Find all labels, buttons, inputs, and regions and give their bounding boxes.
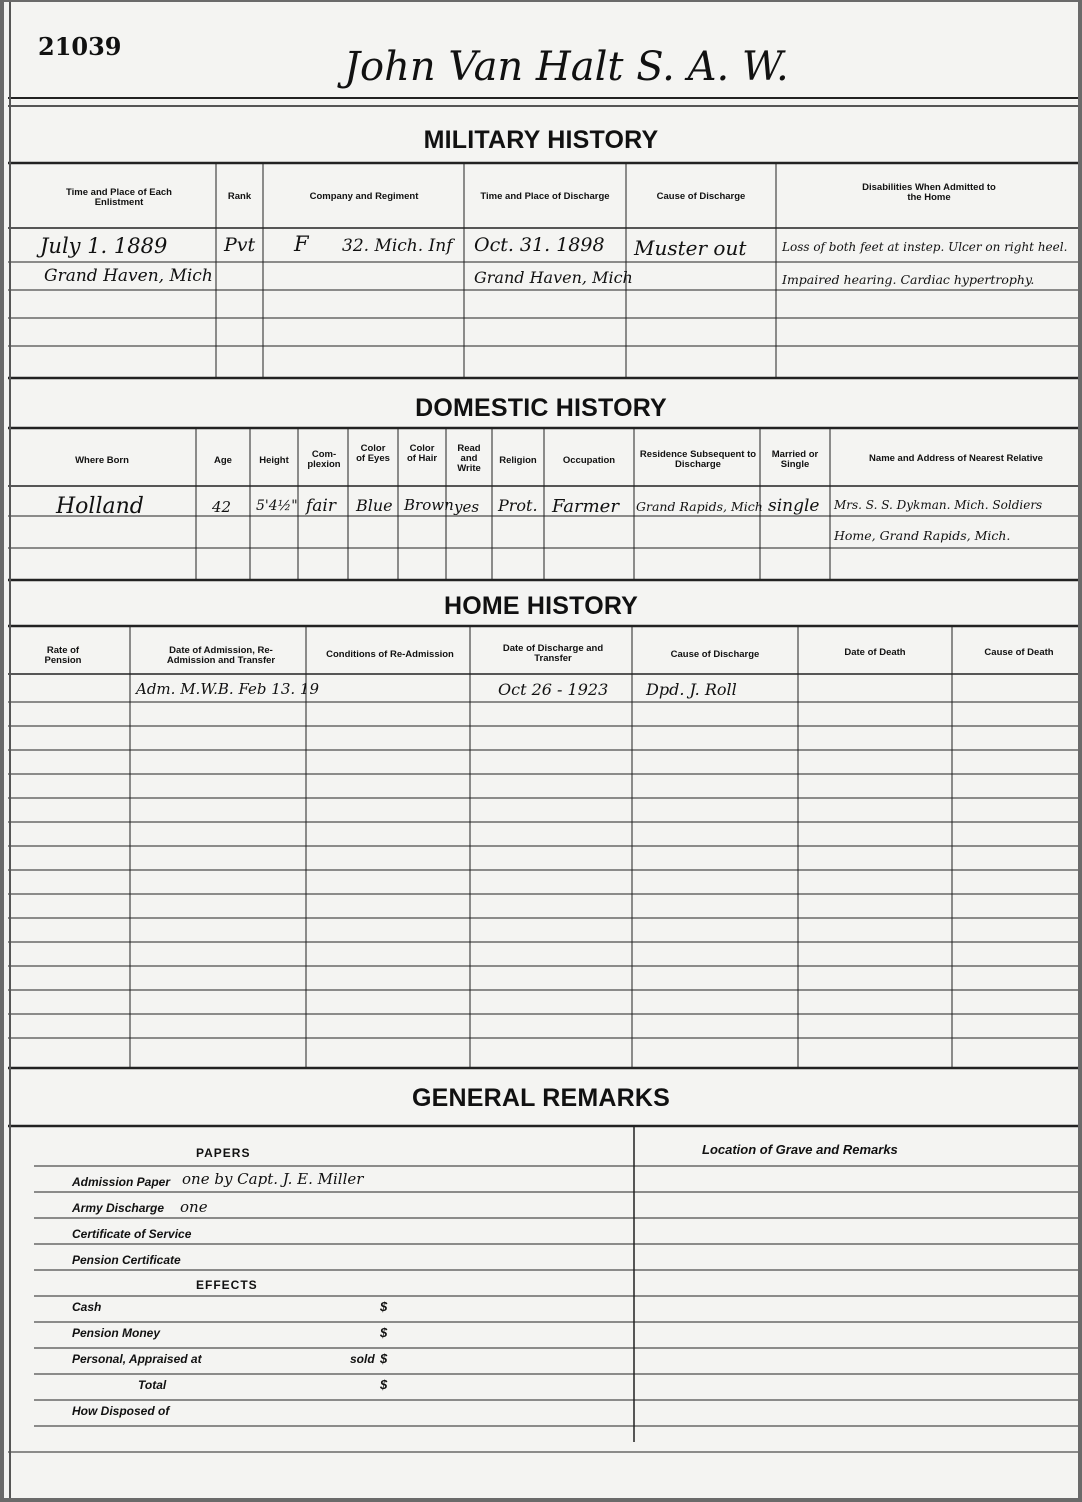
veteran-name: John Van Halt S. A. W. (344, 44, 789, 90)
header-married: Married or Single (771, 449, 819, 470)
header-readmission: Conditions of Re-Admission (326, 649, 454, 660)
army-discharge-value: one (180, 1198, 208, 1216)
enlistment-place: Grand Haven, Mich (44, 266, 213, 286)
complexion-value: fair (306, 496, 336, 516)
disabilities-line-2: Impaired hearing. Cardiac hypertrophy. (782, 272, 1035, 287)
pension-money-label: Pension Money (72, 1326, 161, 1340)
papers-heading: PAPERS (196, 1146, 251, 1160)
disposed-label: How Disposed of (72, 1404, 170, 1418)
occupation-value: Farmer (552, 496, 619, 517)
disabilities-line-1: Loss of both feet at instep. Ulcer on right heel. (782, 240, 1068, 254)
personal-label: Personal, Appraised at (72, 1352, 202, 1366)
record-number: 21039 (38, 32, 122, 61)
header-complexion: Com-plexion (307, 449, 341, 470)
admission-paper-value: one by Capt. J. E. Miller (182, 1170, 364, 1188)
company-value: F (294, 232, 309, 256)
rank-value: Pvt (224, 234, 256, 256)
header-read-write: Read and Write (457, 443, 481, 474)
admission-value: Adm. M.W.B. Feb 13. 19 (136, 680, 319, 698)
certificate-label: Certificate of Service (72, 1227, 192, 1241)
personal-dollar: $ (380, 1351, 388, 1366)
height-value: 5'4½" (256, 498, 298, 514)
regiment-value: 32. Mich. Inf (342, 236, 453, 256)
header-pension-rate: Rate of Pension (44, 645, 82, 666)
military-history-title: MILITARY HISTORY (423, 126, 659, 154)
home-discharge-date-value: Oct 26 - 1923 (498, 680, 609, 699)
header-born: Where Born (75, 455, 129, 466)
religion-value: Prot. (498, 496, 538, 515)
admission-paper-label: Admission Paper (72, 1175, 171, 1189)
general-remarks-title: GENERAL REMARKS (411, 1084, 671, 1112)
read-write-value: yes (454, 498, 480, 516)
header-admission: Date of Admission, Re-Admission and Transfer (166, 645, 276, 666)
header-age: Age (214, 455, 232, 466)
header-occupation: Occupation (562, 455, 616, 466)
header-discharge-time: Time and Place of Discharge (480, 191, 610, 202)
record-sheet (4, 2, 1078, 1498)
header-company: Company and Regiment (309, 191, 419, 202)
sold-label: sold (350, 1352, 375, 1366)
residence-value: Grand Rapids, Mich (636, 499, 763, 514)
pension-money-dollar: $ (380, 1325, 388, 1340)
enlistment-date: July 1. 1889 (40, 234, 168, 258)
cash-dollar: $ (380, 1299, 388, 1314)
discharge-cause-value: Muster out (634, 236, 747, 260)
header-disabilities: Disabilities When Admitted to the Home (862, 182, 996, 203)
header-discharge-cause: Cause of Discharge (656, 191, 746, 202)
army-discharge-label: Army Discharge (72, 1201, 165, 1215)
born-value: Holland (56, 494, 144, 519)
married-value: single (768, 496, 820, 516)
header-height: Height (259, 455, 289, 466)
header-rank: Rank (227, 191, 252, 202)
header-relative: Name and Address of Nearest Relative (869, 453, 1043, 464)
home-history-title: HOME HISTORY (443, 592, 639, 620)
header-home-discharge-cause: Cause of Discharge (670, 649, 760, 660)
relative-line-1: Mrs. S. S. Dykman. Mich. Soldiers (834, 498, 1043, 512)
total-dollar: $ (380, 1377, 388, 1392)
header-death-date: Date of Death (844, 647, 906, 658)
header-home-discharge-date: Date of Discharge and Transfer (502, 643, 604, 664)
discharge-place: Grand Haven, Mich (474, 268, 633, 287)
header-religion: Religion (499, 455, 537, 466)
header-residence: Residence Subsequent to Discharge (639, 449, 757, 470)
effects-heading: EFFECTS (196, 1278, 258, 1292)
header-death-cause: Cause of Death (984, 647, 1054, 658)
location-heading: Location of Grave and Remarks (702, 1142, 898, 1157)
header-eyes: Color of Eyes (356, 443, 390, 464)
age-value: 42 (212, 498, 232, 516)
header-hair: Color of Hair (406, 443, 438, 464)
form-rules (4, 2, 1078, 1498)
header-enlistment: Time and Place of Each Enlistment (66, 187, 172, 208)
eyes-value: Blue (356, 496, 393, 515)
discharge-date: Oct. 31. 1898 (474, 234, 605, 256)
home-discharge-cause-value: Dpd. J. Roll (646, 680, 737, 699)
pension-certificate-label: Pension Certificate (72, 1253, 181, 1267)
hair-value: Brown (404, 496, 454, 514)
relative-line-2: Home, Grand Rapids, Mich. (834, 528, 1011, 543)
cash-label: Cash (72, 1300, 102, 1314)
domestic-history-title: DOMESTIC HISTORY (415, 394, 667, 422)
total-label: Total (138, 1378, 167, 1392)
